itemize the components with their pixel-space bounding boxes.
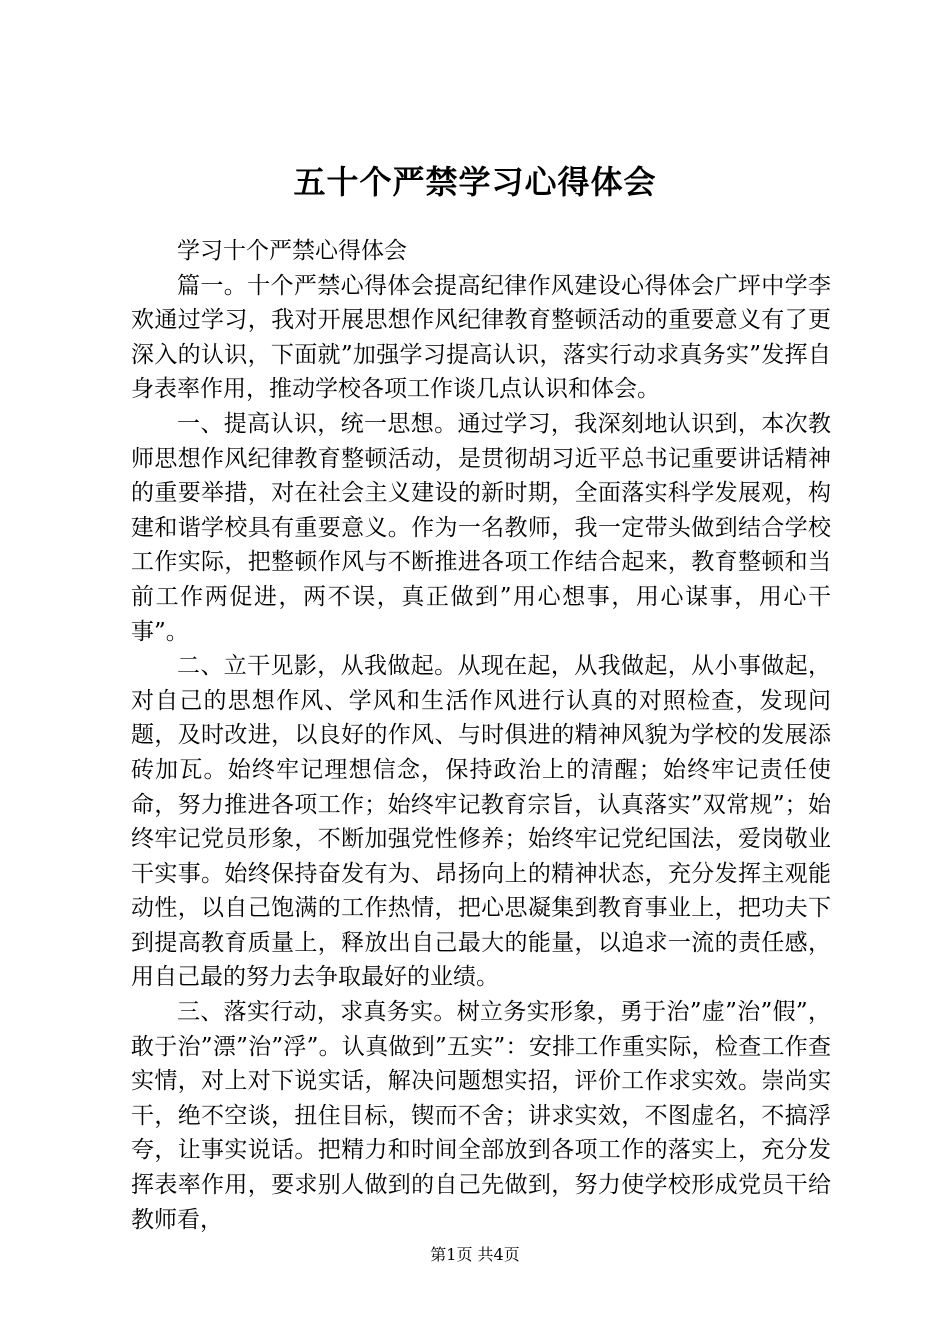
body-paragraph: 一、提高认识，统一思想。通过学习，我深刻地认识到，本次教师思想作风纪律教育整顿活动，是贯彻胡习近平总书记重要讲话精神的重要举措，对在社会主义建设的新时期，全面落实科学发展观，构建和谐学校具有重要意义。作为一名教师，我一定带头做到结合学校工作实际，把整顿作风与不断推进各项工作结合起来，教育整顿和当前工作两促进，两不误，真正做到”用心想事，用心谋事，用心干事”。 [131,410,831,645]
body-paragraph: 三、落实行动，求真务实。树立务实形象，勇于治”虚”治”假”，敢于治”漂”治”浮”。认真做到”五实”：安排工作重实际，检查工作查实情，对上对下说实话，解决问题想实招，评价工作求实效。崇尚实干，绝不空谈，扭住目标，锲而不舍；讲求实效，不图虚名，不搞浮夸，让事实说话。把精力和时间全部放到各项工作的落实上，充分发挥表率作用，要求别人做到的自己先做到，努力使学校形成党员干给教师看， [131,999,831,1233]
body-paragraph: 二、立干见影，从我做起。从现在起，从我做起，从小事做起，对自己的思想作风、学风和生活作风进行认真的对照检查，发现问题，及时改进，以良好的作风、与时俱进的精神风貌为学校的发展添砖加瓦。始终牢记理想信念，保持政治上的清醒；始终牢记责任使命，努力推进各项工作；始终牢记教育宗旨，认真落实”双常规”；始终牢记党员形象，不断加强党性修养；始终牢记党纪国法，爱岗敬业干实事。始终保持奋发有为、昂扬向上的精神状态，充分发挥主观能动性，以自己饱满的工作热情，把心思凝集到教育事业上，把功夫下到提高教育质量上，释放出自己最大的能量，以追求一流的责任感，用自己最的努力去争取最好的业绩。 [131,653,831,991]
document-body [131,234,831,1237]
subtitle-paragraph: 学习十个严禁心得体会 [177,238,407,264]
page-number-footer: 第1页 共4页 [430,1245,520,1264]
document-title: 五十个严禁学习心得体会 [293,163,657,201]
body-paragraph: 篇一。十个严禁心得体会提高纪律作风建设心得体会广坪中学李欢通过学习，我对开展思想作风纪律教育整顿活动的重要意义有了更深入的认识，下面就”加强学习提高认识，落实行动求真务实”发挥自身表率作用，推动学校各项工作谈几点认识和体会。 [131,272,831,403]
